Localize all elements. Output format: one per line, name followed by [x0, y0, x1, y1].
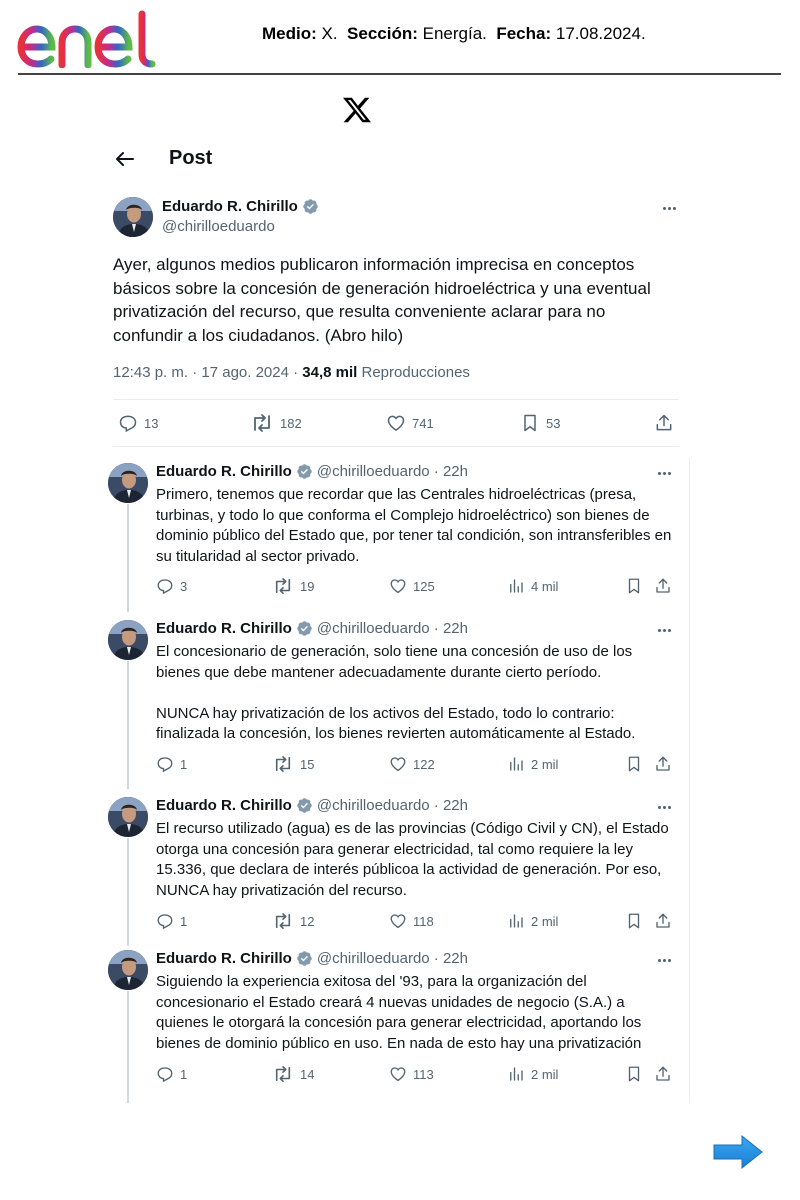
- author-handle[interactable]: @chirilloeduardo · 22h: [316, 620, 468, 637]
- analytics-icon: [507, 912, 525, 930]
- heart-icon: [389, 577, 407, 595]
- views-button[interactable]: [507, 912, 558, 930]
- tweet-text: Siguiendo la experiencia exitosa del '93, para la organización del concesionario el Estado creará 4 nuevas unidades de negocio (S.A.) a quienes le otorgará la concesión para generar electricidad, aportando los bienes de dominio público en uso. En nada de esto hay una privatización: [156, 973, 642, 1052]
- avatar-image: [108, 620, 148, 660]
- reply-count: 1: [180, 913, 188, 929]
- repost-count: 182: [280, 415, 302, 431]
- share-icon: [654, 577, 672, 595]
- author-handle[interactable]: @chirilloeduardo · 22h: [316, 463, 468, 480]
- divider: [113, 399, 679, 400]
- medio-value: X.: [321, 24, 338, 43]
- share-icon: [654, 1065, 672, 1083]
- verified-badge-icon: [296, 797, 313, 814]
- thread-border: [689, 458, 690, 1103]
- avatar[interactable]: [113, 197, 153, 237]
- fecha-value: 17.08.2024.: [555, 24, 646, 43]
- more-options-icon[interactable]: [658, 201, 680, 215]
- like-button[interactable]: [389, 912, 434, 930]
- tweet-header: [156, 463, 468, 480]
- analytics-icon: [507, 577, 525, 595]
- tweet-header: [156, 950, 468, 967]
- tweet-timestamp[interactable]: 12:43 p. m. · 17 ago. 2024 ·: [113, 364, 303, 381]
- repost-button[interactable]: [272, 1065, 314, 1083]
- verified-badge-icon: [296, 950, 313, 967]
- tweet-meta: [113, 364, 470, 381]
- bookmark-icon: [625, 577, 643, 595]
- author-name[interactable]: Eduardo R. Chirillo: [156, 950, 292, 967]
- bookmark-button[interactable]: [625, 912, 643, 930]
- like-button[interactable]: [389, 1065, 434, 1083]
- share-icon: [654, 413, 674, 433]
- divider: [113, 446, 679, 447]
- avatar[interactable]: [108, 463, 148, 503]
- back-arrow-icon[interactable]: [113, 145, 135, 173]
- like-count: 118: [413, 913, 434, 929]
- author-handle[interactable]: @chirilloeduardo · 22h: [316, 950, 468, 967]
- heart-icon: [389, 755, 407, 773]
- x-logo-icon: [343, 96, 371, 124]
- like-count: 113: [413, 1066, 434, 1082]
- avatar-image: [108, 463, 148, 503]
- page-title: Post: [169, 147, 213, 169]
- heart-icon: [386, 413, 406, 433]
- heart-icon: [389, 1065, 407, 1083]
- bookmark-button[interactable]: [520, 413, 560, 433]
- avatar[interactable]: [108, 620, 148, 660]
- tweet-header: [156, 797, 468, 814]
- reply-button[interactable]: [156, 577, 187, 595]
- share-icon: [654, 912, 672, 930]
- repost-icon: [272, 1065, 294, 1083]
- like-count: 122: [413, 756, 435, 772]
- reply-icon: [156, 912, 174, 930]
- avatar-image: [113, 197, 153, 237]
- thread-connector: [127, 504, 129, 612]
- reply-button[interactable]: [156, 755, 187, 773]
- more-options-icon[interactable]: [653, 623, 675, 637]
- share-button[interactable]: [654, 577, 672, 595]
- reply-count: 1: [180, 1066, 188, 1082]
- verified-badge-icon: [302, 198, 319, 215]
- bookmark-icon: [625, 912, 643, 930]
- tweet-text: Primero, tenemos que recordar que las Centrales hidroeléctricas (presa, turbinas, y todo lo que conforma el Complejo hidroeléctrico) son bienes de dominio público del Estado que, por tener tal condición, son intransferibles en su titularidad al sector privado.: [156, 486, 672, 565]
- analytics-icon: [507, 755, 525, 773]
- repost-count: 15: [300, 756, 315, 772]
- bookmark-icon: [520, 413, 540, 433]
- seccion-value: Energía.: [422, 24, 487, 43]
- next-arrow-icon[interactable]: [712, 1133, 764, 1171]
- avatar[interactable]: [108, 797, 148, 837]
- bookmark-button[interactable]: [625, 755, 643, 773]
- view-count: 2 mil: [531, 1066, 559, 1082]
- more-options-icon[interactable]: [653, 466, 675, 480]
- tweet-text: El concesionario de generación, solo tiene una concesión de uso de los bienes que debe mantener adecuadamente durante cierto período. NUNCA hay privatización de los activos del Estado, todo lo contrario: finalizada la concesión, los bienes revierten automáticamente al Estado.: [156, 643, 636, 742]
- more-options-icon[interactable]: [653, 800, 675, 814]
- author-name[interactable]: Eduardo R. Chirillo: [156, 463, 292, 480]
- tweet-text: Ayer, algunos medios publicaron información imprecisa en conceptos básicos sobre la concesión de generación hidroeléctrica y una eventual privatización del recurso, que resulta conveniente aclarar para no confundir a los ciudadanos. (Abro hilo): [113, 255, 651, 345]
- reply-count: 3: [180, 578, 188, 594]
- view-count: 2 mil: [531, 756, 559, 772]
- heart-icon: [389, 912, 407, 930]
- thread-connector: [127, 661, 129, 789]
- reply-button[interactable]: [156, 912, 187, 930]
- medio-label: Medio:: [262, 24, 317, 43]
- reply-icon: [156, 577, 174, 595]
- enel-logo: [16, 10, 181, 68]
- views-button[interactable]: [507, 577, 558, 595]
- views-label: Reproducciones: [357, 364, 470, 381]
- reply-count: 1: [180, 756, 188, 772]
- reply-icon: [118, 413, 138, 433]
- bookmark-button[interactable]: [625, 577, 643, 595]
- bookmark-icon: [625, 1065, 643, 1083]
- verified-badge-icon: [296, 463, 313, 480]
- share-button[interactable]: [654, 413, 674, 433]
- repost-button[interactable]: [272, 755, 314, 773]
- fecha-label: Fecha:: [496, 24, 552, 43]
- avatar[interactable]: [108, 950, 148, 990]
- reply-button[interactable]: [156, 1065, 187, 1083]
- thread-connector: [127, 838, 129, 946]
- repost-icon: [250, 413, 274, 433]
- view-count: 4 mil: [531, 578, 559, 594]
- like-count: 741: [412, 415, 434, 431]
- repost-icon: [272, 577, 294, 595]
- view-count: 34,8 mil: [302, 364, 358, 381]
- thread-connector: [127, 991, 129, 1103]
- repost-button[interactable]: [250, 413, 302, 433]
- header-divider: [18, 73, 781, 75]
- analytics-icon: [507, 1065, 525, 1083]
- metadata-line: [262, 24, 646, 44]
- repost-button[interactable]: [272, 577, 314, 595]
- repost-button[interactable]: [272, 912, 314, 930]
- reply-icon: [156, 1065, 174, 1083]
- like-button[interactable]: [389, 577, 435, 595]
- bookmark-count: 53: [546, 415, 561, 431]
- tweet-text: El recurso utilizado (agua) es de las provincias (Código Civil y CN), el Estado otorga una concesión para generar electricidad, tal como requiere la ley 15.336, que declara de interés públicoa la actividad de generación. Por eso, NUNCA hay privatización del recurso.: [156, 820, 669, 899]
- author-name[interactable]: Eduardo R. Chirillo: [156, 797, 292, 814]
- repost-icon: [272, 755, 294, 773]
- like-count: 125: [413, 578, 435, 594]
- repost-count: 19: [300, 578, 315, 594]
- more-options-icon[interactable]: [653, 953, 675, 967]
- share-button[interactable]: [654, 912, 672, 930]
- bookmark-icon: [625, 755, 643, 773]
- reply-icon: [156, 755, 174, 773]
- author-handle[interactable]: @chirilloeduardo: [162, 218, 275, 235]
- bookmark-button[interactable]: [625, 1065, 643, 1083]
- verified-badge-icon: [296, 620, 313, 637]
- share-icon: [654, 755, 672, 773]
- seccion-label: Sección:: [347, 24, 418, 43]
- view-count: 2 mil: [531, 913, 559, 929]
- like-button[interactable]: [389, 755, 435, 773]
- avatar-image: [108, 797, 148, 837]
- author-name-row: [162, 198, 319, 215]
- author-name[interactable]: Eduardo R. Chirillo: [162, 198, 298, 215]
- views-button[interactable]: [507, 1065, 558, 1083]
- repost-count: 12: [300, 913, 315, 929]
- author-handle[interactable]: @chirilloeduardo · 22h: [316, 797, 468, 814]
- reply-button[interactable]: [118, 413, 158, 433]
- tweet-header: [156, 620, 468, 637]
- share-button[interactable]: [654, 755, 672, 773]
- share-button[interactable]: [654, 1065, 672, 1083]
- repost-count: 14: [300, 1066, 315, 1082]
- like-button[interactable]: [386, 413, 434, 433]
- repost-icon: [272, 912, 294, 930]
- avatar-image: [108, 950, 148, 990]
- author-name[interactable]: Eduardo R. Chirillo: [156, 620, 292, 637]
- reply-count: 13: [144, 415, 159, 431]
- views-button[interactable]: [507, 755, 558, 773]
